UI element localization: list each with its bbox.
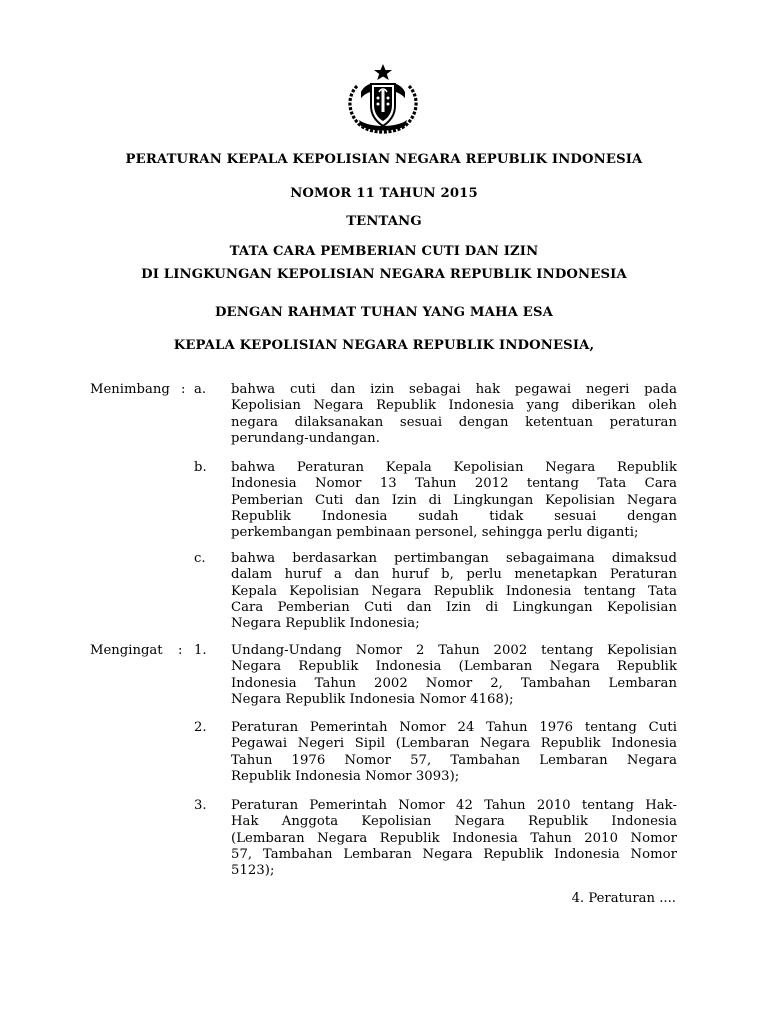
text-line: negara dilaksanakan sesuai dengan ketentuan peraturan: [231, 414, 677, 430]
text-line: Negara Republik Indonesia;: [231, 616, 420, 632]
text-line: 5123);: [231, 863, 275, 879]
menimbang-item-c: [231, 551, 677, 632]
menimbang-colon: :: [181, 382, 186, 397]
text-line: Republik Indonesia sudah tidak sesuai dengan: [231, 508, 677, 524]
continuation-marker: 4. Peraturan ....: [571, 891, 676, 906]
item-marker: 2.: [194, 720, 207, 735]
text-line: Peraturan Pemerintah Nomor 24 Tahun 1976 tentang Cuti: [231, 720, 677, 735]
text-line: Indonesia Nomor 13 Tahun 2012 tentang Tata Cara: [231, 476, 677, 492]
item-marker: a.: [194, 382, 207, 397]
text-line: Tahun 1976 Nomor 57, Tambahan Lembaran Negara: [231, 752, 677, 768]
subject-line-2: DI LINGKUNGAN KEPOLISIAN NEGARA REPUBLIK INDONESIA: [141, 267, 627, 282]
mengingat-item-3: [231, 798, 677, 879]
text-line: Republik Indonesia Nomor 3093);: [231, 768, 460, 784]
mengingat-item-2: [231, 720, 677, 785]
text-line: Negara Republik Indonesia Nomor 4168);: [231, 691, 514, 707]
text-line: Hak Anggota Kepolisian Negara Republik Indonesia: [231, 814, 677, 830]
text-line: (Lembaran Negara Republik Indonesia Tahun 2010 Nomor: [231, 830, 677, 846]
police-emblem-icon: [339, 62, 427, 134]
authority-heading: KEPALA KEPOLISIAN NEGARA REPUBLIK INDONESIA,: [173, 338, 595, 353]
text-line: Cara Pemberian Cuti dan Izin di Lingkungan Kepolisian: [231, 599, 677, 615]
menimbang-label: Menimbang: [90, 382, 170, 397]
menimbang-item-a: [231, 382, 677, 447]
text-line: Pegawai Negeri Sipil (Lembaran Negara Republik Indonesia: [231, 736, 677, 752]
text-line: Kepala Kepolisian Negara Republik Indonesia tentang Tata: [231, 583, 677, 599]
text-line: Undang-Undang Nomor 2 Tahun 2002 tentang Kepolisian: [231, 643, 677, 658]
text-line: Pemberian Cuti dan Izin di Lingkungan Kepolisian Negara: [231, 492, 677, 508]
regulation-title: PERATURAN KEPALA KEPOLISIAN NEGARA REPUBLIK INDONESIA: [125, 152, 643, 167]
mengingat-label: Mengingat: [90, 643, 163, 658]
text-line: Negara Republik Indonesia (Lembaran Negara Republik: [231, 659, 677, 675]
item-marker: 3.: [194, 798, 207, 813]
regulation-number: NOMOR 11 TAHUN 2015: [290, 186, 478, 201]
blessing-heading: DENGAN RAHMAT TUHAN YANG MAHA ESA: [214, 305, 554, 320]
text-line: Indonesia Tahun 2002 Nomor 2, Tambahan Lembaran: [231, 675, 677, 691]
text-line: bahwa berdasarkan pertimbangan sebagaimana dimaksud: [231, 551, 677, 566]
text-line: Peraturan Pemerintah Nomor 42 Tahun 2010 tentang Hak-: [231, 798, 677, 813]
text-line: perkembangan pembinaan personel, sehingga perlu diganti;: [231, 525, 639, 541]
text-line: bahwa Peraturan Kepala Kepolisian Negara Republik: [231, 460, 677, 475]
menimbang-item-b: [231, 460, 677, 541]
text-line: 57, Tambahan Lembaran Negara Republik Indonesia Nomor: [231, 846, 677, 862]
item-marker: 1.: [194, 643, 207, 658]
about-heading: TENTANG: [346, 214, 422, 229]
mengingat-item-1: [231, 643, 677, 708]
text-line: perundang-undangan.: [231, 430, 380, 446]
text-line: Kepolisian Negara Republik Indonesia yang diberikan oleh: [231, 398, 677, 414]
item-marker: b.: [194, 460, 207, 475]
item-marker: c.: [194, 551, 206, 566]
text-line: dalam huruf a dan huruf b, perlu menetapkan Peraturan: [231, 567, 677, 583]
text-line: bahwa cuti dan izin sebagai hak pegawai negeri pada: [231, 382, 677, 397]
mengingat-colon: :: [178, 643, 183, 658]
subject-line-1: TATA CARA PEMBERIAN CUTI DAN IZIN: [229, 244, 539, 259]
